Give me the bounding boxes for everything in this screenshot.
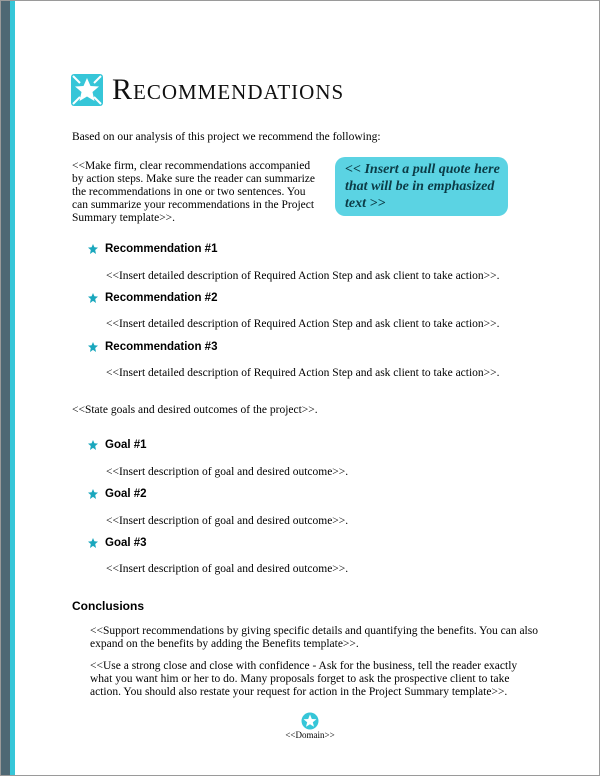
bullet-icon — [88, 293, 98, 303]
bullet-icon — [88, 342, 98, 352]
pull-quote: << Insert a pull quote here that will be in emphasized text >> — [335, 157, 508, 216]
goal-item — [88, 437, 147, 453]
sidebar-stripe-accent — [10, 1, 15, 775]
conclusions-heading: Conclusions — [72, 599, 145, 613]
conclusion-paragraph: <<Use a strong close and close with confidence - Ask for the business, tell the reader exactly what you want him or her to do. Many proposals forget to ask the prospective client to take action. You should also restate your request for action in the Project Summary template>>. — [90, 660, 518, 698]
footer-star-icon — [301, 712, 319, 730]
goal-desc: <<Insert description of goal and desired outcome>>. — [106, 466, 349, 478]
page-title: Recommendations — [112, 73, 345, 106]
conclusion-paragraph: <<Support recommendations by giving specific details and quantifying the benefits. You can also expand on the benefits by adding the Benefits template>>. — [90, 625, 538, 650]
sidebar-stripe-dark — [1, 1, 10, 775]
goal-label: Goal #3 — [105, 537, 147, 549]
recommendation-label: Recommendation #2 — [105, 292, 218, 304]
goals-intro: <<State goals and desired outcomes of the project>>. — [72, 404, 318, 416]
recommendation-desc: <<Insert detailed description of Required Action Step and ask client to take action>>. — [106, 318, 500, 330]
goal-desc: <<Insert description of goal and desired outcome>>. — [106, 563, 349, 575]
goal-desc: <<Insert description of goal and desired outcome>>. — [106, 515, 349, 527]
page-header — [70, 70, 344, 110]
bullet-icon — [88, 489, 98, 499]
lead-paragraph: <<Make firm, clear recommendations accompanied by action steps. Make sure the reader can summarize the recommendations in one or two sentences. You can summarize your recommendations in the Project Summary template>>. — [72, 160, 315, 224]
goal-label: Goal #2 — [105, 488, 147, 500]
recommendation-label: Recommendation #3 — [105, 341, 218, 353]
recommendation-item — [88, 339, 217, 355]
bullet-icon — [88, 440, 98, 450]
recommendation-desc: <<Insert detailed description of Required Action Step and ask client to take action>>. — [106, 367, 500, 379]
bullet-icon — [88, 538, 98, 548]
recommendation-desc: <<Insert detailed description of Required Action Step and ask client to take action>>. — [106, 270, 500, 282]
recommendation-label: Recommendation #1 — [105, 243, 218, 255]
recommendation-item — [88, 241, 217, 257]
goal-item — [88, 535, 147, 551]
recommendation-item — [88, 290, 217, 306]
star-logo-icon — [70, 73, 104, 107]
footer-domain: <<Domain>> — [285, 730, 335, 740]
goal-item — [88, 486, 147, 502]
bullet-icon — [88, 244, 98, 254]
goal-label: Goal #1 — [105, 439, 147, 451]
intro-text: Based on our analysis of this project we recommend the following: — [72, 131, 381, 143]
